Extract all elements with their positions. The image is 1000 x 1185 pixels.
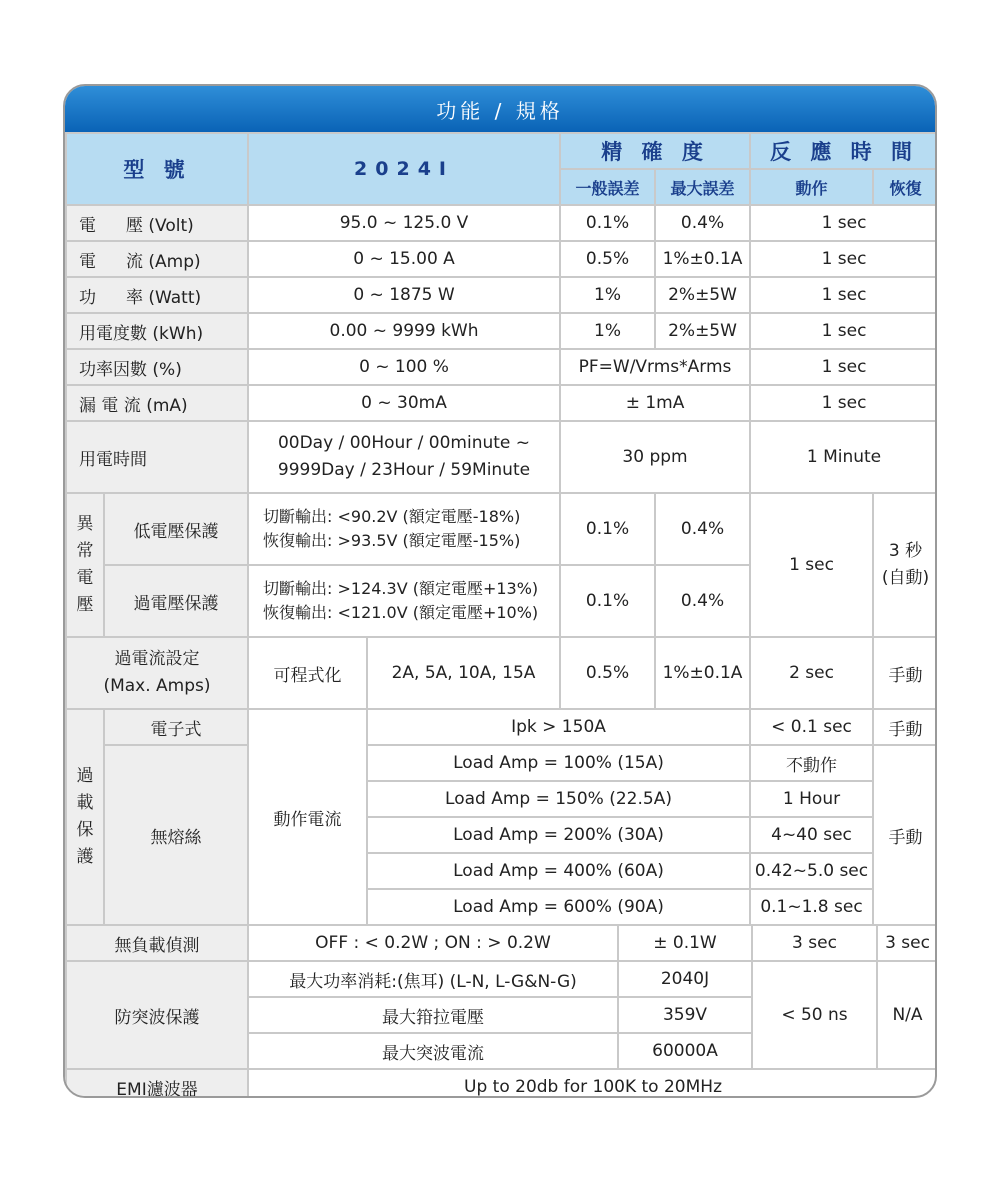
no-load-label: 無負載偵測 [66,925,248,961]
fuseless-condition: Load Amp = 200% (30A) [367,817,750,853]
model-label: 型 號 [66,133,248,205]
current-max-error: 1%±0.1A [655,241,750,277]
electronic-recover: 手動 [873,709,937,745]
overcurrent-mode: 可程式化 [248,637,367,709]
power-label: 功 率 (Watt) [66,277,248,313]
energy-range: 0.00 ~ 9999 kWh [248,313,560,349]
spec-table [65,132,937,1098]
overcurrent-options: 2A, 5A, 10A, 15A [367,637,560,709]
fuseless-action: 0.1~1.8 sec [750,889,873,925]
over-voltage-detail: 切斷輸出: >124.3V (額定電壓+13%) 恢復輸出: <121.0V (額定電壓+10%) [248,565,560,637]
voltage-max-error: 0.4% [655,205,750,241]
abnormal-voltage-group-label: 異 常 電 壓 [66,493,104,637]
current-response: 1 sec [750,241,937,277]
no-load-recover: 3 sec [885,933,930,953]
general-error-header: 一般誤差 [560,169,655,205]
surge-item: 最大突波電流 [249,1034,619,1068]
table-title: 功能 / 規格 [65,86,935,132]
fuseless-action: 4~40 sec [750,817,873,853]
current-general-error: 0.5% [560,241,655,277]
under-voltage-general-error: 0.1% [560,493,655,565]
fuseless-action: 0.42~5.0 sec [750,853,873,889]
over-voltage-label: 過電壓保護 [104,565,248,637]
fuseless-condition: Load Amp = 100% (15A) [367,745,750,781]
surge-row [249,1034,751,1068]
surge-row [249,962,751,998]
model-value: 2024I [248,133,560,205]
electronic-label: 電子式 [104,709,248,745]
usage-time-accuracy: 30 ppm [560,421,750,493]
abnormal-voltage-action: 1 sec [750,493,873,637]
accuracy-header: 精 確 度 [560,133,750,169]
surge-recover: N/A [892,1005,923,1025]
emi-value: Up to 20db for 100K to 20MHz [248,1069,937,1098]
power-factor-range: 0 ~ 100 % [248,349,560,385]
fuseless-recover: 手動 [873,745,937,925]
surge-block [248,961,937,1069]
leakage-accuracy: ± 1mA [560,385,750,421]
fuseless-condition: Load Amp = 150% (22.5A) [367,781,750,817]
fuseless-label: 無熔絲 [104,745,248,925]
current-label: 電 流 (Amp) [66,241,248,277]
energy-response: 1 sec [750,313,937,349]
under-voltage-detail: 切斷輸出: <90.2V (額定電壓-18%) 恢復輸出: >93.5V (額定電壓-15%) [248,493,560,565]
no-load-row [248,925,937,961]
no-load-action: 3 sec [753,926,878,960]
no-load-condition: OFF : < 0.2W ; ON : > 0.2W [249,926,619,960]
overload-group-label: 過 載 保 護 [66,709,104,925]
surge-item: 最大功率消耗:(焦耳) (L-N, L-G&N-G) [249,962,619,996]
emi-label: EMI濾波器 [66,1069,248,1098]
power-range: 0 ~ 1875 W [248,277,560,313]
energy-general-error: 1% [560,313,655,349]
overcurrent-recover: 手動 [873,637,937,709]
overcurrent-setting-label: 過電流設定 (Max. Amps) [66,637,248,709]
overcurrent-action: 2 sec [750,637,873,709]
no-load-accuracy: ± 0.1W [619,926,753,960]
fuseless-action: 不動作 [750,745,873,781]
energy-label: 用電度數 (kWh) [66,313,248,349]
power-max-error: 2%±5W [655,277,750,313]
fuseless-action: 1 Hour [750,781,873,817]
surge-value: 60000A [652,1041,718,1061]
leakage-label: 漏 電 流 (mA) [66,385,248,421]
surge-value: 359V [662,1005,708,1025]
overcurrent-general-error: 0.5% [560,637,655,709]
electronic-condition: Ipk > 150A [367,709,750,745]
current-range: 0 ~ 15.00 A [248,241,560,277]
max-error-header: 最大誤差 [655,169,750,205]
surge-label: 防突波保護 [66,961,248,1069]
voltage-response: 1 sec [750,205,937,241]
over-voltage-max-error: 0.4% [655,565,750,637]
power-factor-response: 1 sec [750,349,937,385]
action-header: 動作 [750,169,873,205]
power-general-error: 1% [560,277,655,313]
surge-action: < 50 ns [753,962,878,1068]
under-voltage-label: 低電壓保護 [104,493,248,565]
abnormal-voltage-recover: 3 秒 (自動) [873,493,937,637]
action-current-label: 動作電流 [248,709,367,925]
voltage-range: 95.0 ~ 125.0 V [248,205,560,241]
power-factor-accuracy: PF=W/Vrms*Arms [560,349,750,385]
recover-header: 恢復 [873,169,937,205]
energy-max-error: 2%±5W [655,313,750,349]
voltage-label: 電 壓 (Volt) [66,205,248,241]
surge-item: 最大箝拉電壓 [249,998,619,1032]
usage-time-range: 00Day / 00Hour / 00minute ~ 9999Day / 23Hour / 59Minute [248,421,560,493]
response-header: 反 應 時 間 [750,133,937,169]
usage-time-response: 1 Minute [750,421,937,493]
fuseless-condition: Load Amp = 600% (90A) [367,889,750,925]
power-factor-label: 功率因數 (%) [66,349,248,385]
usage-time-label: 用電時間 [66,421,248,493]
spec-table-frame [63,84,937,1098]
under-voltage-max-error: 0.4% [655,493,750,565]
overcurrent-max-error: 1%±0.1A [655,637,750,709]
voltage-general-error: 0.1% [560,205,655,241]
surge-row [249,998,751,1034]
surge-value: 2040J [660,969,710,989]
fuseless-condition: Load Amp = 400% (60A) [367,853,750,889]
leakage-response: 1 sec [750,385,937,421]
over-voltage-general-error: 0.1% [560,565,655,637]
electronic-action: < 0.1 sec [750,709,873,745]
leakage-range: 0 ~ 30mA [248,385,560,421]
power-response: 1 sec [750,277,937,313]
